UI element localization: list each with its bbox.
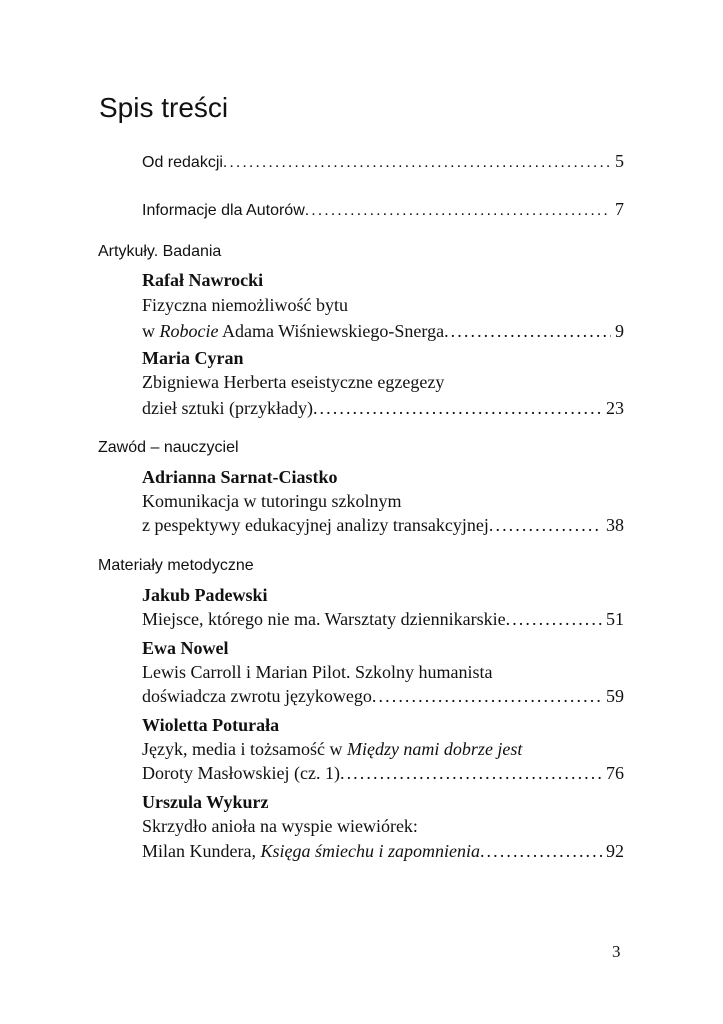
- toc-title-line: Zbigniewa Herberta eseistyczne egzegezy: [142, 372, 445, 392]
- toc-title-line: Milan Kundera, Księga śmiechu i zapomnienia: [142, 841, 480, 861]
- section-heading-materialy-metodyczne: Materiały metodyczne: [98, 557, 254, 574]
- toc-title-line: z pespektywy edukacyjnej analizy transakcyjnej: [142, 515, 489, 535]
- toc-page-number: 7: [615, 199, 624, 219]
- toc-page-number: 59: [606, 686, 624, 706]
- section-heading-zawod-nauczyciel: Zawód – nauczyciel: [98, 439, 239, 456]
- toc-entry-poturala[interactable]: [142, 760, 624, 784]
- leader-dots: [340, 763, 602, 784]
- leader-dots: [305, 202, 611, 220]
- toc-page-number: 38: [606, 515, 624, 535]
- toc-title-line: doświadcza zwrotu językowego: [142, 686, 372, 706]
- toc-author: Rafał Nawrocki: [142, 270, 264, 290]
- toc-author: Ewa Nowel: [142, 638, 229, 658]
- leader-dots: [223, 154, 611, 172]
- toc-entry-nowel[interactable]: [142, 683, 624, 707]
- section-heading-artykuly-badania: Artykuły. Badania: [98, 243, 222, 260]
- leader-dots: [489, 515, 602, 536]
- toc-title-italic: Między nami dobrze jest: [346, 739, 523, 759]
- toc-author: Wioletta Poturała: [142, 715, 280, 735]
- toc-entry-label: Informacje dla Autorów: [142, 202, 305, 219]
- toc-title-italic: Robocie: [159, 321, 219, 341]
- toc-author: Adrianna Sarnat-Ciastko: [142, 467, 338, 487]
- page-title: Spis treści: [99, 92, 229, 123]
- toc-title-line: Komunikacja w tutoringu szkolnym: [142, 491, 402, 511]
- leader-dots: [313, 398, 602, 419]
- toc-page-number: 23: [606, 398, 624, 418]
- toc-author: Jakub Padewski: [142, 585, 268, 605]
- toc-entry-nawrocki[interactable]: [142, 318, 624, 342]
- toc-entry-informacje-dla-autorow[interactable]: [142, 196, 624, 220]
- toc-page-number: 92: [606, 841, 624, 861]
- toc-entry-od-redakcji[interactable]: [142, 148, 624, 172]
- toc-title-line: Fizyczna niemożliwość bytu: [142, 295, 348, 315]
- toc-page-number: 51: [606, 609, 624, 629]
- leader-dots: [372, 686, 602, 707]
- toc-entry-wykurz[interactable]: [142, 838, 624, 862]
- toc-page-number: 5: [615, 151, 624, 171]
- toc-title-line: Lewis Carroll i Marian Pilot. Szkolny humanista: [142, 662, 493, 682]
- toc-title-line: Skrzydło anioła na wyspie wiewiórek:: [142, 816, 418, 836]
- toc-title-line: Doroty Masłowskiej (cz. 1): [142, 763, 340, 783]
- toc-entry-label: Od redakcji: [142, 154, 223, 171]
- toc-entry-sarnat-ciastko[interactable]: [142, 512, 624, 536]
- toc-title-line: w Robocie Adama Wiśniewskiego-Snerga: [142, 321, 445, 341]
- toc-title-italic: Księga śmiechu i zapomnienia: [260, 841, 480, 861]
- toc-author: Maria Cyran: [142, 348, 244, 368]
- toc-page-number: 9: [615, 321, 624, 341]
- toc-title-line: Język, media i tożsamość w Między nami dobrze jest: [142, 739, 523, 759]
- toc-entry-padewski[interactable]: [142, 606, 624, 630]
- leader-dots: [444, 321, 611, 342]
- toc-entry-cyran[interactable]: [142, 395, 624, 419]
- toc-page-number: 76: [606, 763, 624, 783]
- page-number: 3: [612, 942, 621, 961]
- leader-dots: [506, 609, 602, 630]
- toc-author: Urszula Wykurz: [142, 792, 269, 812]
- toc-title-line: dzieł sztuki (przykłady): [142, 398, 313, 418]
- toc-title-line: Miejsce, którego nie ma. Warsztaty dziennikarskie: [142, 609, 506, 629]
- leader-dots: [480, 841, 602, 862]
